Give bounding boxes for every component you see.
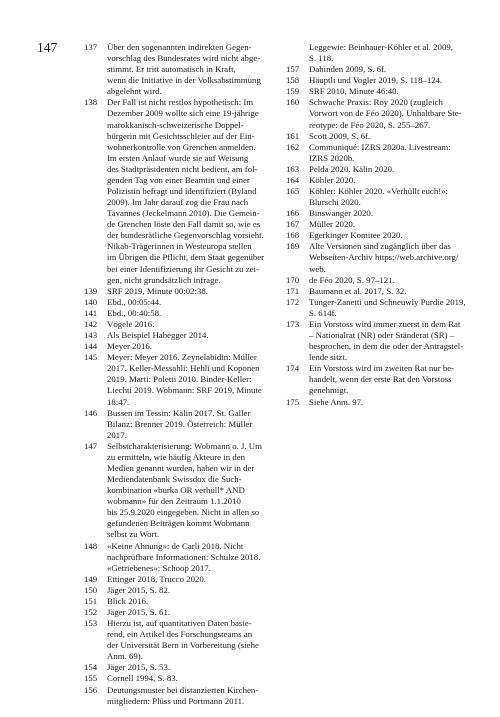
endnote-line: vorschlag des Bundesrates wird nicht abge- (107, 53, 261, 64)
endnote-number: 153 (84, 618, 98, 629)
note-continuation (286, 42, 470, 64)
endnote-line: der Universität Bern in Vorbereitung (siehe (107, 640, 259, 651)
endnote-line: Communiqué: IZRS 2020a. Livestream: (309, 141, 451, 152)
endnote-line: – Nationalrat (NR) oder Ständerat (SR) – (309, 330, 455, 341)
endnote-number: 164 (286, 174, 300, 185)
endnote-text (107, 341, 274, 352)
endnote-number: 170 (286, 274, 300, 285)
endnote-line: Bussen im Tessin: Kälin 2017. St. Galler (107, 407, 251, 418)
endnote-number: 165 (286, 186, 300, 197)
page-number: 147 (37, 40, 58, 55)
endnote-text (309, 286, 470, 297)
endnote-line: SRF 2010, Minute 46:40. (309, 86, 399, 97)
endnote-text (309, 230, 470, 241)
endnote (84, 97, 274, 285)
endnote-line: Ein Vorstoss wird im zweiten Rat nur be- (309, 363, 455, 374)
endnote-line: genden Tag von einer Beamtin und einer (107, 174, 250, 185)
endnote-line: Vögele 2016. (107, 318, 155, 329)
endnote-line: im Übrigen die Pflicht, dem Staat gegenüber (107, 252, 265, 263)
endnote-line: Häuptli und Vogler 2019, S. 118–124. (309, 75, 443, 86)
endnote-line: «Getriebenes»: Schoop 2017. (107, 562, 211, 573)
endnote-number: 173 (286, 318, 300, 329)
endnote-text (309, 142, 470, 164)
endnote (84, 408, 274, 441)
endnote-number: 150 (84, 584, 98, 595)
endnote (84, 319, 274, 330)
endnote-line: Über den sogenannten indirekten Gegen- (107, 42, 252, 52)
endnote-line: Egerkinger Komitee 2020. (309, 230, 403, 241)
endnote (84, 330, 274, 341)
endnote-number: 157 (286, 64, 300, 75)
endnote (84, 297, 274, 308)
endnote-line: Jäger 2015, S. 61. (107, 606, 171, 617)
endnote (84, 574, 274, 585)
endnote-line: reotype: de Féo 2020, S. 255–267. (309, 119, 431, 130)
endnote-line: zu ermitteln, wie häufig Akteure in den (107, 451, 246, 462)
endnote-line: Im ersten Anlauf wurde sie auf Weisung (107, 152, 249, 163)
endnote-line: de Grenchen löste den Fall damit so, wie es (107, 219, 261, 230)
endnote-line: marokkanisch-schweizerische Doppel- (107, 119, 244, 130)
endnote (286, 75, 470, 86)
endnote-text (107, 42, 274, 97)
endnote-text (107, 352, 274, 407)
endnote-line: wohnerkontrolle von Grenchen anmelden. (107, 141, 256, 152)
endnote-text (309, 319, 470, 363)
endnote-line: bis 25.9.2020 eingegeben. Nicht in allen so (107, 507, 260, 518)
endnote-text (309, 86, 470, 97)
endnote-text (107, 330, 274, 341)
notes-column-left (84, 42, 274, 707)
endnote-number: 171 (286, 285, 300, 296)
endnote-number: 144 (84, 341, 98, 352)
endnote-line: Selbstcharakterisierung: Wobmann o. J. Um (107, 440, 263, 451)
endnote-text (107, 662, 274, 673)
endnote-line: nachprüfbare Informationen: Schulze 2018. (107, 551, 261, 562)
endnote (286, 219, 470, 230)
endnote-line: Nikab-Trägerinnen in Westeuropa stellen (107, 241, 252, 252)
endnote-line: selbst zu Wort. (107, 529, 160, 540)
endnote-text (309, 241, 470, 274)
endnote-text (107, 618, 274, 662)
endnote (84, 685, 274, 707)
endnote-line: Blurschi 2020. (309, 197, 361, 208)
endnote-number: 145 (84, 352, 98, 363)
endnote-number: 161 (286, 130, 300, 141)
endnote-number: 142 (84, 318, 98, 329)
endnote-text (107, 319, 274, 330)
endnote-line: Deutungsmuster bei distanzierten Kirchen- (107, 684, 259, 695)
endnote-line: 18:47. (107, 396, 130, 407)
endnote-line: Hierzu ist, auf quantitativen Daten basie- (107, 618, 252, 629)
endnote-line: der bundesrätliche Gegenvorschlag vorsieht. (107, 230, 264, 241)
endnote-line: gefundenen Beiträgen kommt Wobmann (107, 518, 250, 529)
endnote-line: wenn die Initiative in der Volksabstimmung (107, 75, 261, 86)
endnote-line: genehmigt. (309, 385, 349, 396)
endnote-line: Dahinden 2009, S. 6f. (309, 64, 387, 75)
endnote (286, 97, 470, 130)
endnote-number: 169 (286, 241, 300, 252)
endnote-line: bürgerin mit Gesichtsschleier auf der Ein- (107, 130, 255, 141)
endnote-text (107, 574, 274, 585)
endnote-line: Köhler: Köhler 2020. «Verhüllt euch!»: (309, 186, 449, 197)
endnote (84, 596, 274, 607)
endnote-number: 143 (84, 330, 98, 341)
endnote (84, 341, 274, 352)
notes-column-right (286, 42, 470, 408)
endnote-line: Alte Versionen sind zugänglich über das (309, 241, 451, 252)
continuation-line: S. 118. (309, 53, 334, 64)
note-continuation-text (309, 42, 470, 64)
endnote-text (309, 208, 470, 219)
endnote-text (107, 607, 274, 618)
endnote-line: Liechti 2019. Wobmann: SRF 2019, Minute (107, 385, 262, 396)
endnote (286, 186, 470, 208)
endnote-line: web. (309, 263, 326, 274)
endnote-number: 139 (84, 285, 98, 296)
endnote (286, 397, 470, 408)
endnote-line: Scott 2009, S. 6f. (309, 130, 371, 141)
endnote (84, 673, 274, 684)
endnote-text (107, 97, 274, 285)
endnote-line: Jäger 2015, S. 53. (107, 662, 171, 673)
endnote-line: Müller 2020. (309, 219, 355, 230)
endnote-line: de Féo 2020, S. 97–121. (309, 274, 395, 285)
endnote-text (107, 685, 274, 707)
endnote-line: Bilanz: Brenner 2019. Österreich: Müller (107, 418, 253, 429)
endnote-line: Baumann et al. 2017, S. 32. (309, 285, 407, 296)
endnote-number: 172 (286, 296, 300, 307)
endnote-number: 163 (286, 163, 300, 174)
endnote-line: 2017. Keller-Messahli: Hehli und Koponen (107, 363, 260, 374)
endnote-line: abgelehnt wird. (107, 86, 162, 97)
endnote-line: Webseiten-Archiv https://web.archive.org/ (309, 252, 459, 263)
endnote (286, 64, 470, 75)
endnote-line: wobmann» für den Zeitraum 1.1.2010 (107, 496, 241, 507)
endnote-line: kombination «burka OR verhüll* AND (107, 485, 245, 496)
endnote-number: 167 (286, 219, 300, 230)
endnote (84, 607, 274, 618)
endnote-line: S. 614f. (309, 307, 337, 318)
endnote-line: stimmt. Er tritt automatisch in Kraft, (107, 64, 236, 75)
endnote-number: 158 (286, 75, 300, 86)
endnote-number: 166 (286, 208, 300, 219)
endnote-number: 152 (84, 606, 98, 617)
endnote-text (107, 286, 274, 297)
endnote-number: 168 (286, 230, 300, 241)
endnote-line: rend, ein Artikel des Forschungsteams an (107, 629, 253, 640)
endnote-number: 140 (84, 296, 98, 307)
endnote-line: Cornell 1994, S. 83. (107, 673, 178, 684)
endnote (84, 662, 274, 673)
endnote-line: mitgliedern: Plüss und Portmann 2011. (107, 695, 245, 706)
endnote-number: 141 (84, 307, 98, 318)
endnote-line: Tunger-Zanetti und Schneuwly Purdie 2019, (309, 296, 466, 307)
endnote-line: Siehe Anm. 97. (309, 396, 364, 407)
endnote-number: 155 (84, 673, 98, 684)
endnote (286, 86, 470, 97)
endnote-number: 154 (84, 662, 98, 673)
endnote-number: 147 (84, 440, 98, 451)
endnote-line: Meyer: Meyer 2016. Zeynelabidin: Müller (107, 352, 257, 363)
endnote-line: Ebd., 00:40:58. (107, 307, 162, 318)
endnote (84, 42, 274, 97)
endnote-line: Polizistin befragt und identifiziert (Byland (107, 186, 257, 197)
endnote-line: des Stadtpräsidenten nicht bedient, am fol- (107, 163, 258, 174)
endnote-line: Binswanger 2020. (309, 208, 374, 219)
endnote-line: Anm. 69). (107, 651, 143, 662)
endnote (84, 585, 274, 596)
endnote (286, 131, 470, 142)
endnote (286, 319, 470, 363)
endnote-line: Ebd., 00:05:44. (107, 296, 162, 307)
endnote-line: Ein Vorstoss wird immer zuerst in dem Rat (309, 318, 461, 329)
endnote-number: 160 (286, 97, 300, 108)
endnote (286, 363, 470, 396)
endnote-text (107, 308, 274, 319)
endnote-text (107, 673, 274, 684)
endnote-line: 2017. (107, 429, 127, 440)
endnote-number: 151 (84, 595, 98, 606)
endnote-text (309, 64, 470, 75)
endnote-text (309, 97, 470, 130)
endnote (286, 241, 470, 274)
endnote-line: Pelda 2020. Kälin 2020. (309, 163, 395, 174)
endnote-number: 156 (84, 684, 98, 695)
endnote-line: 2019. Marti: Poletti 2010. Binder-Keller: (107, 374, 252, 385)
endnote-text (309, 363, 470, 396)
endnote (286, 142, 470, 164)
endnote-text (309, 297, 470, 319)
endnote-number: 146 (84, 407, 98, 418)
endnote-line: 2009). Im Jahr darauf zog die Frau nach (107, 197, 249, 208)
endnote (84, 352, 274, 407)
endnote-text (309, 75, 470, 86)
endnote-text (309, 131, 470, 142)
endnote-line: Jäger 2015, S. 82. (107, 584, 171, 595)
endnote-text (107, 541, 274, 574)
endnote-text (309, 275, 470, 286)
endnote-text (309, 164, 470, 175)
endnote-number: 138 (84, 97, 98, 108)
endnote-text (107, 408, 274, 441)
endnote-text (107, 441, 274, 541)
endnote-number: 148 (84, 540, 98, 551)
endnote-line: Mediendatenbank Swissdox die Such- (107, 474, 242, 485)
endnote (286, 164, 470, 175)
endnote (286, 230, 470, 241)
endnote-line: gen, nicht grundsätzlich infrage. (107, 274, 221, 285)
endnote-line: Meyer 2016. (107, 341, 152, 352)
endnote-line: SRF 2019, Minute 00:02:38. (107, 285, 208, 296)
endnote-line: Dezember 2009 wollte sich eine 19-jährige (107, 108, 259, 119)
endnote-text (309, 397, 470, 408)
endnote-text (309, 219, 470, 230)
endnote-line: lende sitzt. (309, 352, 348, 363)
endnote-number: 137 (84, 42, 98, 52)
endnote (286, 275, 470, 286)
endnote-line: Tavannes (Jeckelmann 2010). Die Gemein- (107, 208, 260, 219)
endnote (84, 541, 274, 574)
endnote-line: bei einer Identifizierung ihr Gesicht zu zei- (107, 263, 259, 274)
endnote-text (309, 186, 470, 208)
endnote-line: Vorwort von de Féo 2020). Unhaltbare Ste- (309, 108, 462, 119)
endnote-number: 149 (84, 573, 98, 584)
endnote (286, 208, 470, 219)
endnote (286, 286, 470, 297)
endnote-line: «Keine Ahnung»: de Carli 2018. Nicht (107, 540, 244, 551)
endnote-number: 175 (286, 396, 300, 407)
endnote-line: Blick 2016. (107, 595, 149, 606)
endnote-text (107, 585, 274, 596)
endnote-line: Köhler 2020. (309, 174, 356, 185)
endnote-line: Schwache Praxis: Roy 2020 (zugleich (309, 97, 443, 108)
endnote-line: Ettinger 2018, Trucco 2020. (107, 573, 206, 584)
endnote-text (309, 175, 470, 186)
continuation-line: Leggewie: Beinhauer-Köhler et al. 2009, (309, 42, 453, 52)
endnote-line: besprochen, in dem die oder der Antragstel- (309, 341, 464, 352)
endnote (286, 175, 470, 186)
endnote-number: 174 (286, 363, 300, 374)
endnote-line: IZRS 2020b. (309, 152, 355, 163)
endnote (286, 297, 470, 319)
endnote (84, 308, 274, 319)
endnote (84, 441, 274, 541)
endnote (84, 618, 274, 662)
endnote-line: Medien genannt wurden, haben wir in der (107, 462, 255, 473)
endnote-number: 159 (286, 86, 300, 97)
endnote-line: Der Fall ist nicht restlos hypothetisch: Im (107, 97, 254, 108)
endnote-text (107, 297, 274, 308)
endnote-number: 162 (286, 141, 300, 152)
endnote-line: handelt, wenn der erste Rat den Vorstoss (309, 374, 452, 385)
endnote-line: Als Beispiel Habegger 2014. (107, 330, 209, 341)
endnote-text (107, 596, 274, 607)
endnote (84, 286, 274, 297)
